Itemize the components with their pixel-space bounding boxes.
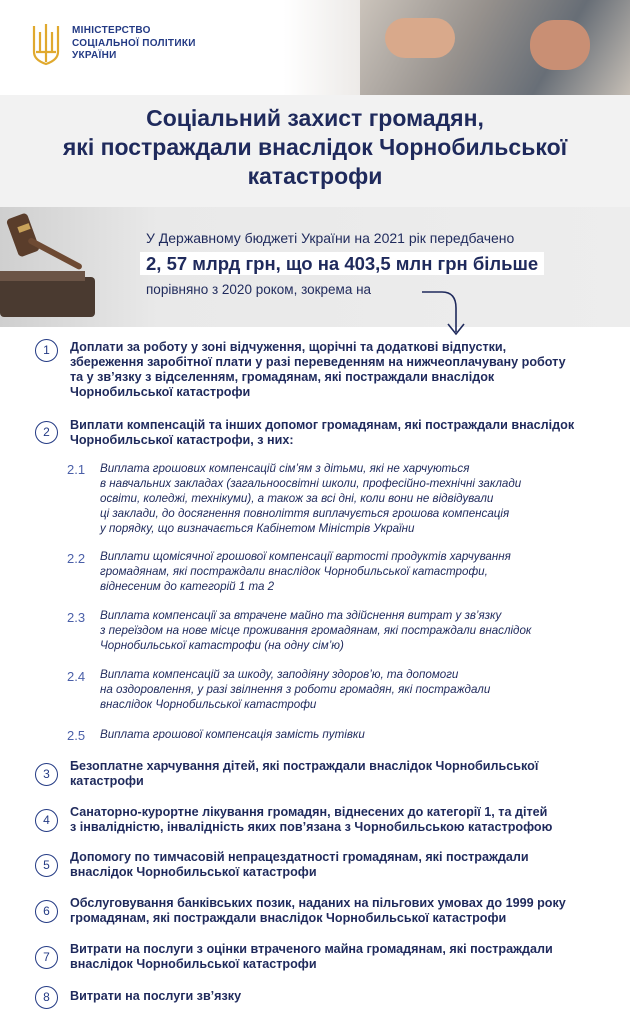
budget-amount: 2, 57 млрд грн, що на 403,5 млн грн більше [140, 252, 544, 275]
item-line: внаслідок Чорнобильської катастрофи [70, 865, 317, 879]
item-number: 8 [35, 986, 58, 1009]
hand-shape [385, 18, 455, 58]
subitem-line: Виплата грошових компенсацій сім’ям з дітьми, які не харчуються [100, 462, 470, 475]
item-number: 5 [35, 854, 58, 877]
subitem [100, 461, 521, 536]
title-line: катастрофи [247, 163, 383, 189]
subitem-line: Виплата грошової компенсація замість путівки [100, 728, 365, 741]
item-line: внаслідок Чорнобильської катастрофи [70, 957, 317, 971]
ministry-name [72, 25, 196, 63]
list-item [70, 942, 553, 972]
gavel-image [0, 207, 110, 327]
item-line: Чорнобильської катастрофи [70, 385, 251, 399]
item-number: 6 [35, 900, 58, 923]
subitem-line: з переїздом на нове місце проживання громадянам, які постраждали внаслідок [100, 624, 532, 637]
item-line: Допомогу по тимчасовій непрацездатності громадянам, які постраждали [70, 850, 529, 864]
subitem-line: Чорнобильської катастрофи (на одну сім’ю) [100, 639, 344, 652]
list-item [70, 340, 566, 400]
item-line: Безоплатне харчування дітей, які постраждали внаслідок Чорнобильської [70, 759, 539, 773]
item-number: 4 [35, 809, 58, 832]
title-line: які постраждали внаслідок Чорнобильської [62, 134, 568, 160]
item-number: 1 [35, 339, 58, 362]
item-line: Доплати за роботу у зоні відчуження, щорічні та додаткові відпустки, [70, 340, 507, 354]
subitem-line: у порядку, що визначається Кабінетом Міністрів України [100, 522, 415, 535]
subitem-number: 2.2 [67, 551, 86, 566]
item-line: збереження заробітної плати у разі переведенням на нижчеоплачувану роботу [70, 355, 566, 369]
item-line: з інвалідністю, інвалідність яких пов’язана з Чорнобильською катастрофою [70, 820, 553, 834]
list-item [70, 805, 552, 835]
item-line: Обслуговування банківських позик, наданих на пільгових умовах до 1999 року [70, 896, 566, 910]
item-number: 3 [35, 763, 58, 786]
item-line: та у зв’язку з відселенням, громадянам, які постраждали внаслідок [70, 370, 495, 384]
subitem [100, 549, 511, 594]
budget-intro: У Державному бюджеті України на 2021 рік передбачено [146, 230, 515, 246]
item-line: Витрати на послуги зв’язку [70, 989, 242, 1003]
curved-arrow-down-icon [420, 286, 480, 338]
list-item [70, 759, 538, 789]
subitem-line: освіти, коледжі, технікуми), а також за всі дні, коли вони не відвідували [100, 492, 494, 505]
subitem-number: 2.1 [67, 462, 86, 477]
item-number: 7 [35, 946, 58, 969]
subitem-line: віднесеним до категорій 1 та 2 [100, 580, 275, 593]
subitem-number: 2.5 [67, 728, 86, 743]
subitem-line: ці заклади, до досягнення повноліття виплачується грошова компенсація [100, 507, 510, 520]
subitem-line: Виплати щомісячної грошової компенсації вартості продуктів харчування [100, 550, 511, 563]
subitem-line: Виплата компенсації за втрачене майно та здійснення витрат у зв’язку [100, 609, 502, 622]
subitem-line: в навчальних закладах (загальноосвітні школи, професійно-технічні заклади [100, 477, 522, 490]
subitem [100, 667, 490, 712]
subitem-number: 2.4 [67, 669, 86, 684]
budget-comparison: порівняно з 2020 роком, зокрема на [146, 282, 372, 297]
item-number: 2 [35, 421, 58, 444]
subitem [100, 727, 365, 742]
ministry-line: МІНІСТЕРСТВО [72, 25, 151, 36]
item-line: громадянам, які постраждали внаслідок Чорнобильської катастрофи [70, 911, 507, 925]
item-line: катастрофи [70, 774, 144, 788]
list-item [70, 418, 574, 448]
item-line: Чорнобильської катастрофи, з них: [70, 433, 294, 447]
subitem [100, 608, 531, 653]
subitem-line: громадянам, які постраждали внаслідок Чорнобильської катастрофи, [100, 565, 488, 578]
title-line: Соціальний захист громадян, [146, 105, 484, 131]
hand-shape [530, 20, 590, 70]
subitem-line: Виплата компенсацій за шкоду, заподіяну здоров’ю, та допомоги [100, 668, 459, 681]
item-line: Витрати на послуги з оцінки втраченого майна громадянам, які постраждали [70, 942, 553, 956]
subitem-line: внаслідок Чорнобильської катастрофи [100, 698, 317, 711]
list-item [70, 896, 566, 926]
item-line: Виплати компенсацій та інших допомог громадянам, які постраждали внаслідок [70, 418, 575, 432]
list-item [70, 850, 529, 880]
ministry-line: УКРАЇНИ [72, 50, 117, 61]
subitem-line: на оздоровлення, у разі звілнення з роботи громадян, які постраждали [100, 683, 491, 696]
list-item [70, 989, 241, 1004]
page-title [0, 104, 630, 191]
ministry-line: СОЦІАЛЬНОЇ ПОЛІТИКИ [72, 37, 196, 49]
item-line: Санаторно-курортне лікування громадян, віднесених до категорії 1, та дітей [70, 805, 548, 819]
trident-coat-of-arms-icon [30, 22, 62, 66]
subitem-number: 2.3 [67, 610, 86, 625]
